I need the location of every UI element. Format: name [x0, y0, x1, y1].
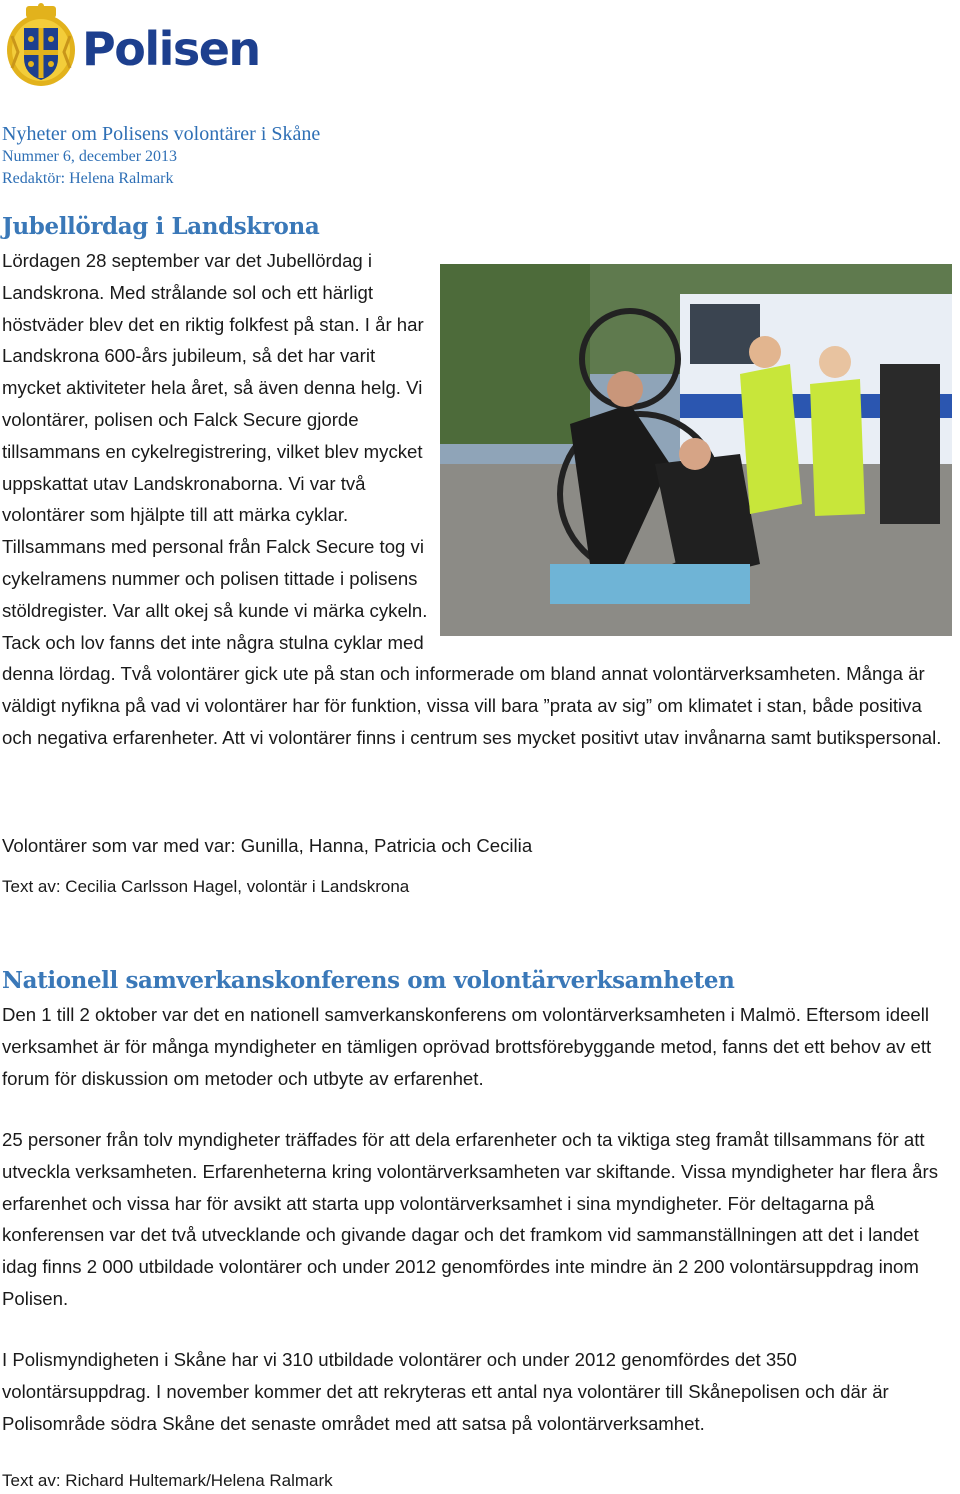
article-body-jubellordag [2, 245, 942, 754]
article-heading-jubellordag: Jubellördag i Landskrona [2, 213, 320, 240]
newsletter-title: Nyheter om Polisens volontärer i Skåne [2, 123, 321, 145]
volunteers-line: Volontärer som var med var: Gunilla, Hanna, Patricia och Cecilia [2, 835, 533, 856]
konferens-paragraph-2: 25 personer från tolv myndigheter träffades för att dela erfarenheter och ta viktiga steg framåt tillsammans för att utveckla verksamheten. Erfarenheterna kring volontärverksamheten var skiftande. Vissa myndigheter har flera års erfarenhet och vissa har för avsikt att starta upp volontärverksamhet i sina myndigheter. För deltagarna på konferensen var det två utvecklande och givande dagar och det framkom vid sammanställningen att det i landet idag finns 2 000 utbildade volontärer och under 2012 genomfördes inte mindre än 2 200 volontärsuppdrag inom Polisen. [2, 1129, 938, 1309]
editor-line: Redaktör: Helena Ralmark [2, 170, 174, 187]
police-crest-icon [4, 2, 78, 90]
article-body-text: Lördagen 28 september var det Jubellördag i Landskrona. Med strålande sol och ett härligt höstväder blev det en riktig folkfest på stan. I år har Landskrona 600-års jubileum, så det har varit mycket aktiviteter hela året, så även denna helg. Vi volontärer, polisen och Falck Secure gjorde tillsammans en cykelregistrering, vilket blev mycket uppskattat utav Landskronaborna. Vi var två volontärer som hjälpte till att märka cyklar. Tillsammans med personal från Falck Secure tog vi cykelramens nummer och polisen tittade i polisens stöldregister. Var allt okej så kunde vi märka cykeln. Tack och lov fanns det inte några stulna cyklar med denna lördag. Två volontärer gick ute på stan och informerade om bland annat volontärverksamheten. Många är väldigt nyfikna på vad vi volontärer har för funktion, vissa vill bara ”prata av sig” om klimatet i stan, både positiva och negativa erfarenheter. Att vi volontärer finns i centrum ses mycket positivt utav invånarna samt butikspersonal. [2, 250, 942, 748]
article-heading-konferens: Nationell samverkanskonferens om volontärverksamheten [2, 967, 735, 994]
logo-wordmark: Polisen [82, 22, 260, 76]
article-credit-jubellordag: Text av: Cecilia Carlsson Hagel, volontär i Landskrona [2, 877, 410, 896]
konferens-paragraph-3: I Polismyndigheten i Skåne har vi 310 utbildade volontärer och under 2012 genomfördes det 350 volontärsuppdrag. I november kommer det att rekryteras ett antal nya volontärer till Skånepolisen och där är Polisområde södra Skåne det senaste området med att satsa på volontärverksamhet. [2, 1349, 889, 1434]
article-credit-konferens: Text av: Richard Hultemark/Helena Ralmark [2, 1471, 333, 1490]
konferens-paragraph-1: Den 1 till 2 oktober var det en nationell samverkanskonferens om volontärverksamheten i Malmö. Eftersom ideell verksamhet är för många myndigheter en tämligen oprövad brottsförebyggande metod, fanns det ett behov av ett forum för diskussion om metoder och utbyte av erfarenhet. [2, 1004, 932, 1089]
masthead [2, 122, 320, 190]
bike-registration-photo [440, 264, 952, 636]
polisen-logo [4, 2, 260, 92]
issue-number: Nummer 6, december 2013 [2, 148, 178, 165]
